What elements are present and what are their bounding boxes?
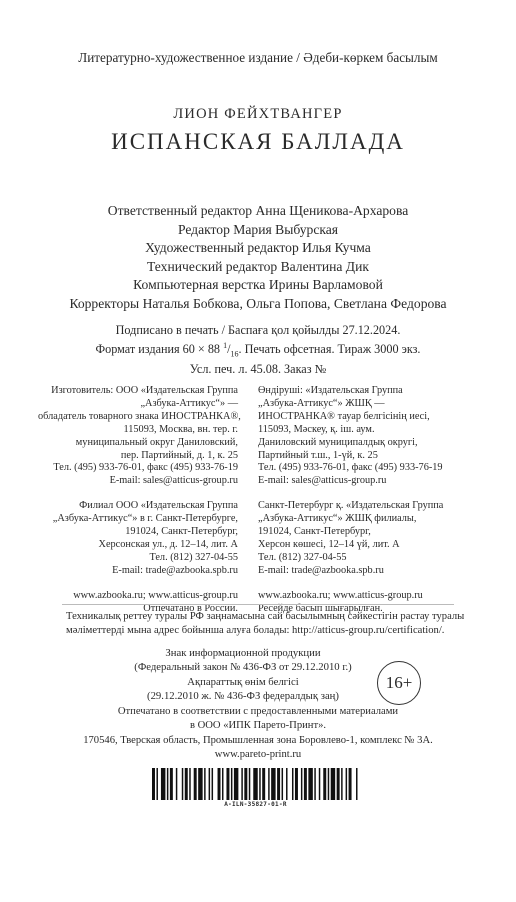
- credit-line: Технический редактор Валентина Дик: [147, 258, 369, 274]
- barcode-bar: [249, 768, 250, 800]
- credit-line: Художественный редактор Илья Кучма: [145, 240, 371, 256]
- barcode-bar: [161, 768, 165, 800]
- barcode-bar: [176, 768, 177, 800]
- credit-line: Ответственный редактор Анна Щеникова-Архарова: [107, 203, 409, 218]
- barcode-bar: [346, 768, 347, 800]
- imprint-line: Санкт-Петербург қ. «Издательская Группа: [258, 500, 444, 512]
- sign-line: (29.12.2010 ж. № 436-ФЗ федералдық заң): [147, 690, 339, 703]
- sign-line: (Федеральный закон № 436-ФЗ от 29.12.2010 г.): [134, 661, 352, 674]
- format-fraction-den: 16: [230, 349, 239, 359]
- format-line: Формат издания 60 × 88 $^1/_{16}$. Печать офсетная. Тираж 3000 экз.: [95, 341, 421, 359]
- barcode-bar: [194, 768, 197, 800]
- barcode-bar: [277, 768, 280, 800]
- barcode-bar: [231, 768, 232, 800]
- imprint-line: Тел. (495) 933-76-01, факс (495) 933-76-19: [53, 462, 238, 474]
- barcode-bar: [356, 768, 357, 800]
- imprint-line: „Азбука-Аттикус“» ЖШҚ —: [258, 397, 385, 409]
- tech-line: Техникалық реттеу туралы РФ заңнамасына сай басылымның сәйкестігін растау туралы: [66, 611, 465, 622]
- barcode-bar: [189, 768, 190, 800]
- imprint-line: обладатель товарного знака ИНОСТРАНКА®,: [38, 410, 241, 422]
- barcode-bar: [271, 768, 275, 800]
- imprint-line: Филиал ООО «Издательская Группа: [79, 500, 238, 512]
- credit-line: Корректоры Наталья Бобкова, Ольга Попова, Светлана Федорова: [69, 295, 447, 311]
- barcode-bar: [268, 768, 269, 800]
- author-name: ЛИОН ФЕЙХТВАНГЕР: [173, 106, 343, 122]
- barcode-bar: [241, 768, 242, 800]
- edition-type: Литературно-художественное издание / Әдеби-көркем басылым: [78, 50, 438, 65]
- imprint-line: Херсон көшесі, 12–14 үй, лит. А: [258, 538, 400, 550]
- imprint-line: Тел. (495) 933-76-01, факс (495) 933-76-19: [258, 462, 443, 474]
- imprint-line: 115093, Москва, вн. тер. г.: [123, 423, 238, 435]
- barcode-bar: [182, 768, 183, 800]
- imprint-line: Отпечатано в России.: [143, 602, 238, 614]
- tech-line: мәліметтерді мына адрес бойынша алуға болады: http://atticus-group.ru/certification/.: [66, 625, 445, 636]
- barcode-bar: [198, 768, 202, 800]
- credit-line: Редактор Мария Выбурская: [177, 221, 339, 237]
- imprint-column-kz: [248, 385, 486, 622]
- print-info: [0, 323, 516, 378]
- tech-regulation: [66, 610, 465, 638]
- section-divider: [62, 604, 454, 605]
- signed-date: Подписано в печать / Баспаға қол қойылды 27.12.2024.: [115, 323, 401, 337]
- barcode-bar: [185, 768, 188, 800]
- barcode-bar: [304, 768, 307, 800]
- format-text: Формат издания 60 × 88: [95, 342, 224, 357]
- manufacturer-ru: [38, 385, 241, 488]
- barcode-bar: [341, 768, 342, 800]
- branch-ru: [38, 500, 238, 577]
- barcode-bar: [209, 768, 210, 800]
- barcode-bar: [282, 768, 283, 800]
- barcode-bar: [331, 768, 335, 800]
- credit-line: Компьютерная верстка Ирины Варламовой: [133, 277, 383, 293]
- barcode-bar: [314, 768, 315, 800]
- barcode-bar: [156, 768, 157, 800]
- imprint-line: Партийный т.ш., 1-үй, к. 25: [258, 449, 378, 461]
- format-fraction-num: 1: [223, 341, 228, 351]
- barcode-bar: [167, 768, 168, 800]
- barcode-bar: [337, 768, 340, 800]
- imprint-line: Тел. (812) 327-04-55: [149, 551, 238, 563]
- imprint-line: „Азбука-Аттикус“» —: [140, 397, 238, 409]
- printer-line: в ООО «ИПК Парето-Принт».: [189, 720, 327, 732]
- barcode-bar: [226, 768, 229, 800]
- imprint-line: Херсонская ул., д. 12–14, лит. А: [98, 538, 238, 550]
- format-text-tail: . Печать офсетная. Тираж 3000 экз.: [238, 342, 421, 357]
- imprint-line: Даниловский муниципалдық округі,: [258, 436, 418, 448]
- barcode-bar: [212, 768, 213, 800]
- imprint-line: Изготовитель: ООО «Издательская Группа: [51, 385, 238, 396]
- barcode-bar: [301, 768, 302, 800]
- imprint-line: www.azbooka.ru; www.atticus-group.ru: [258, 589, 423, 601]
- barcode-bar: [234, 768, 238, 800]
- barcode-bar: [262, 768, 265, 800]
- barcode-bar: [323, 768, 326, 800]
- barcode-bar: [204, 768, 205, 800]
- barcode-bar: [244, 768, 247, 800]
- barcode-bar: [170, 768, 173, 800]
- printing-house: [0, 705, 516, 762]
- barcode-bar: [253, 768, 257, 800]
- imprint-line: www.azbooka.ru; www.atticus-group.ru: [73, 589, 238, 601]
- printer-line: 170546, Тверская область, Промышленная зона Боровлево-1, комплекс № 3А.: [83, 734, 433, 746]
- barcode-bar: [319, 768, 320, 800]
- imprint-line: Өндіруші: «Издательская Группа: [258, 385, 403, 396]
- imprint-column-ru: [38, 385, 248, 622]
- imprint-line: „Азбука-Аттикус“» ЖШҚ филиалы,: [258, 513, 417, 525]
- barcode-bar: [292, 768, 293, 800]
- book-title: ИСПАНСКАЯ БАЛЛАДА: [111, 129, 405, 154]
- age-rating-badge: 16+: [377, 661, 421, 705]
- printer-line: www.pareto-print.ru: [214, 748, 302, 760]
- credits-block: [0, 202, 516, 314]
- barcode-bar: [349, 768, 352, 800]
- barcode-bar: [152, 768, 155, 800]
- sign-line: Знак информационной продукции: [165, 647, 321, 659]
- barcode-code: A-ILN-35827-01-R: [224, 801, 287, 808]
- printer-line: Отпечатано в соответствии с предоставленными материалами: [117, 706, 399, 717]
- imprint-line: „Азбука-Аттикус“» в г. Санкт-Петербурге,: [52, 513, 238, 525]
- manufacturer-kz: [258, 385, 486, 488]
- barcode-bar: [218, 768, 221, 800]
- sign-line: Ақпараттық өнім белгісі: [187, 675, 299, 688]
- sheets-order: Усл. печ. л. 45.08. Заказ №: [189, 362, 327, 377]
- imprint-line: E-mail: trade@azbooka.spb.ru: [258, 564, 384, 576]
- imprint-line: Ресейде басып шығарылған.: [258, 602, 383, 614]
- imprint-line: Тел. (812) 327-04-55: [258, 551, 347, 563]
- barcode-bar: [222, 768, 223, 800]
- barcode-bar: [295, 768, 298, 800]
- barcode-bar: [259, 768, 260, 800]
- imprint-line: 191024, Санкт-Петербург,: [125, 526, 238, 538]
- barcode-icon: [152, 768, 359, 800]
- barcode-bar: [328, 768, 329, 800]
- imprint-line: 115093, Мәскеу, қ. іш. аум.: [258, 423, 375, 435]
- info-product-sign: [112, 646, 374, 704]
- imprint-line: пер. Партийный, д. 1, к. 25: [120, 449, 238, 461]
- imprint-columns: [38, 385, 486, 622]
- branch-kz: [258, 500, 486, 577]
- imprint-line: муниципальный округ Даниловский,: [75, 436, 238, 448]
- imprint-line: E-mail: trade@azbooka.spb.ru: [112, 564, 238, 576]
- barcode-bar: [308, 768, 312, 800]
- barcode-bar: [286, 768, 287, 800]
- imprint-line: E-mail: sales@atticus-group.ru: [109, 475, 238, 487]
- imprint-line: E-mail: sales@atticus-group.ru: [258, 475, 387, 487]
- imprint-line: 191024, Санкт-Петербург,: [258, 526, 371, 538]
- imprint-line: ИНОСТРАНКА® тауар белгісінің иесі,: [258, 410, 430, 422]
